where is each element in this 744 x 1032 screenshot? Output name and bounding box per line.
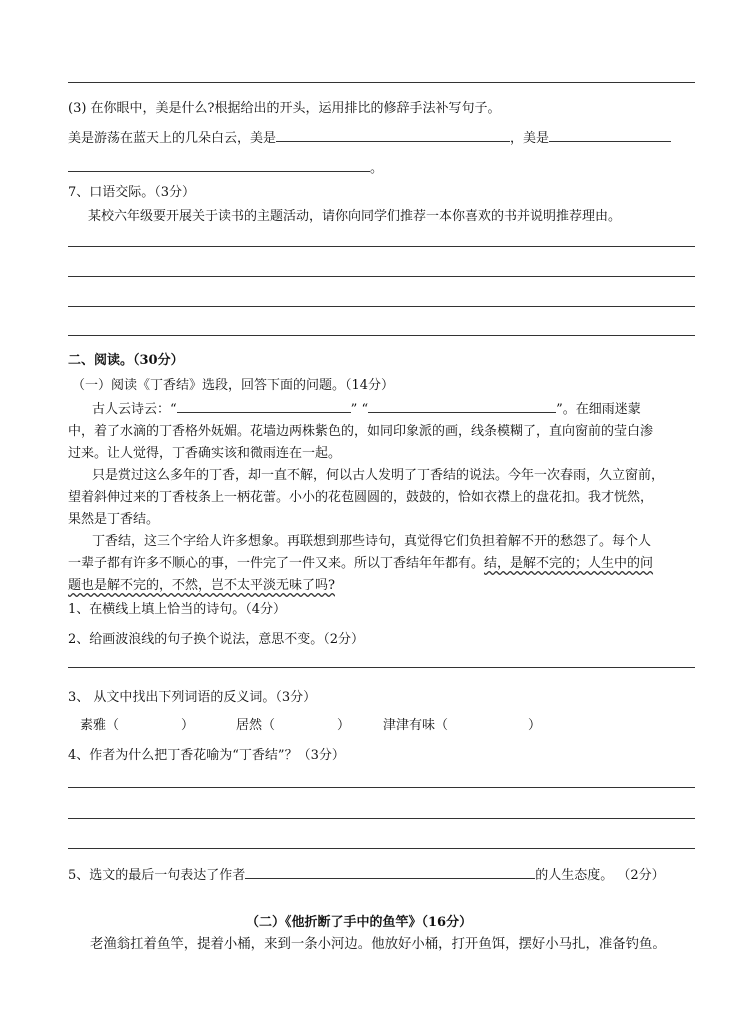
q3-sep: ，美是 [510, 131, 550, 146]
passage-p3-line2 [68, 552, 653, 571]
passage-p1-line2: 中，着了水滴的丁香格外妩媚。花墙边两株紫色的，如同印象派的画，线条模糊了，直向窗前的莹白渗 [68, 424, 654, 439]
p1-lead: 古人云诗云： [92, 402, 171, 417]
passage-p2-line2: 望着斜伸过来的丁香枝条上一柄花蕾。小小的花苞圆圆的，鼓鼓的，恰如衣襟上的盘花扣。我才恍然， [68, 490, 654, 505]
p3-l2a: 一辈子都有许多不顺心的事，一件完了一件又来。所以丁香结年年都有。 [68, 556, 485, 571]
answer-line[interactable] [68, 848, 695, 849]
antonym-2: 居然（ ） [236, 718, 351, 733]
passage-p1-line3: 过来。让人觉得，丁香确实该和微雨连在一起。 [68, 446, 342, 461]
q5-blank[interactable] [245, 865, 535, 879]
passage-p2-line3: 果然是丁香结。 [68, 512, 160, 527]
q3-line2 [68, 157, 383, 176]
section-2-title: 二、阅读。（30分） [68, 353, 184, 368]
question-3: 3、 从文中找出下列词语的反义词。（3分） [68, 690, 317, 705]
q3-sentence [68, 127, 671, 146]
sub-1-title: （一）阅读《丁香结》选段，回答下面的问题。（14分） [72, 378, 395, 393]
antonym-3: 津津有味（ ） [383, 718, 542, 733]
answer-line[interactable] [68, 246, 695, 247]
answer-line[interactable] [68, 667, 695, 668]
wavy-sentence-b: 题也是解不完的，不然，岂不太平淡无味了吗? [68, 578, 335, 593]
q7-text: 某校六年级要开展关于读书的主题活动，请你向同学们推荐一本你喜欢的书并说明推荐理由。 [88, 209, 622, 224]
q3-blank-2[interactable] [549, 128, 671, 142]
wavy-sentence-a: 结，是解不完的；人生中的问 [484, 556, 654, 571]
answer-line[interactable] [68, 276, 695, 277]
answer-line[interactable] [68, 787, 695, 788]
q3-end: 。 [370, 161, 384, 176]
passage-p3-line1: 丁香结，这三个字给人许多想象。再联想到那些诗句，真觉得它们负担着解不开的愁怨了。每个人 [92, 534, 652, 549]
question-1: 1、在横线上填上恰当的诗句。（4分） [68, 602, 287, 617]
q7-title: 7、口语交际。（3分） [68, 185, 196, 200]
passage-2-line1: 老渔翁扛着鱼竿，提着小桶，来到一条小河边。他放好小桶，打开鱼饵，摆好小马扎，准备钓鱼。 [90, 937, 666, 952]
poem-blank-1[interactable] [177, 399, 351, 413]
question-5: 5、选文的最后一句表达了作者 的人生态度。 （2分） [68, 864, 665, 883]
p1-after: ”。在细雨迷蒙 [556, 402, 641, 417]
p1-mid: ” “ [350, 402, 369, 417]
q3-blank-3[interactable] [68, 158, 370, 172]
p1-q1: “ [170, 402, 177, 417]
q3-start: 美是游荡在蓝天上的几朵白云，美是 [68, 131, 277, 146]
poem-blank-2[interactable] [368, 399, 556, 413]
q3-prompt: (3) 在你眼中，美是什么?根据给出的开头，运用排比的修辞手法补写句子。 [68, 101, 501, 116]
question-4: 4、作者为什么把丁香花喻为“丁香结”？（3分） [68, 748, 345, 763]
antonym-1: 素雅（ ） [80, 718, 195, 733]
answer-line[interactable] [68, 335, 695, 336]
answer-line[interactable] [68, 82, 695, 83]
answer-line[interactable] [68, 306, 695, 307]
sub-2-title: （二）《他折断了手中的鱼竿》（16分） [246, 915, 473, 930]
passage-p1-line1 [92, 398, 641, 417]
q3-blank-1[interactable] [276, 128, 510, 142]
question-2: 2、给画波浪线的句子换个说法，意思不变。（2分） [68, 632, 365, 647]
passage-p2-line1: 只是赏过这么多年的丁香，却一直不解，何以古人发明了丁香结的说法。今年一次春雨，久立窗前， [92, 468, 665, 483]
answer-line[interactable] [68, 818, 695, 819]
